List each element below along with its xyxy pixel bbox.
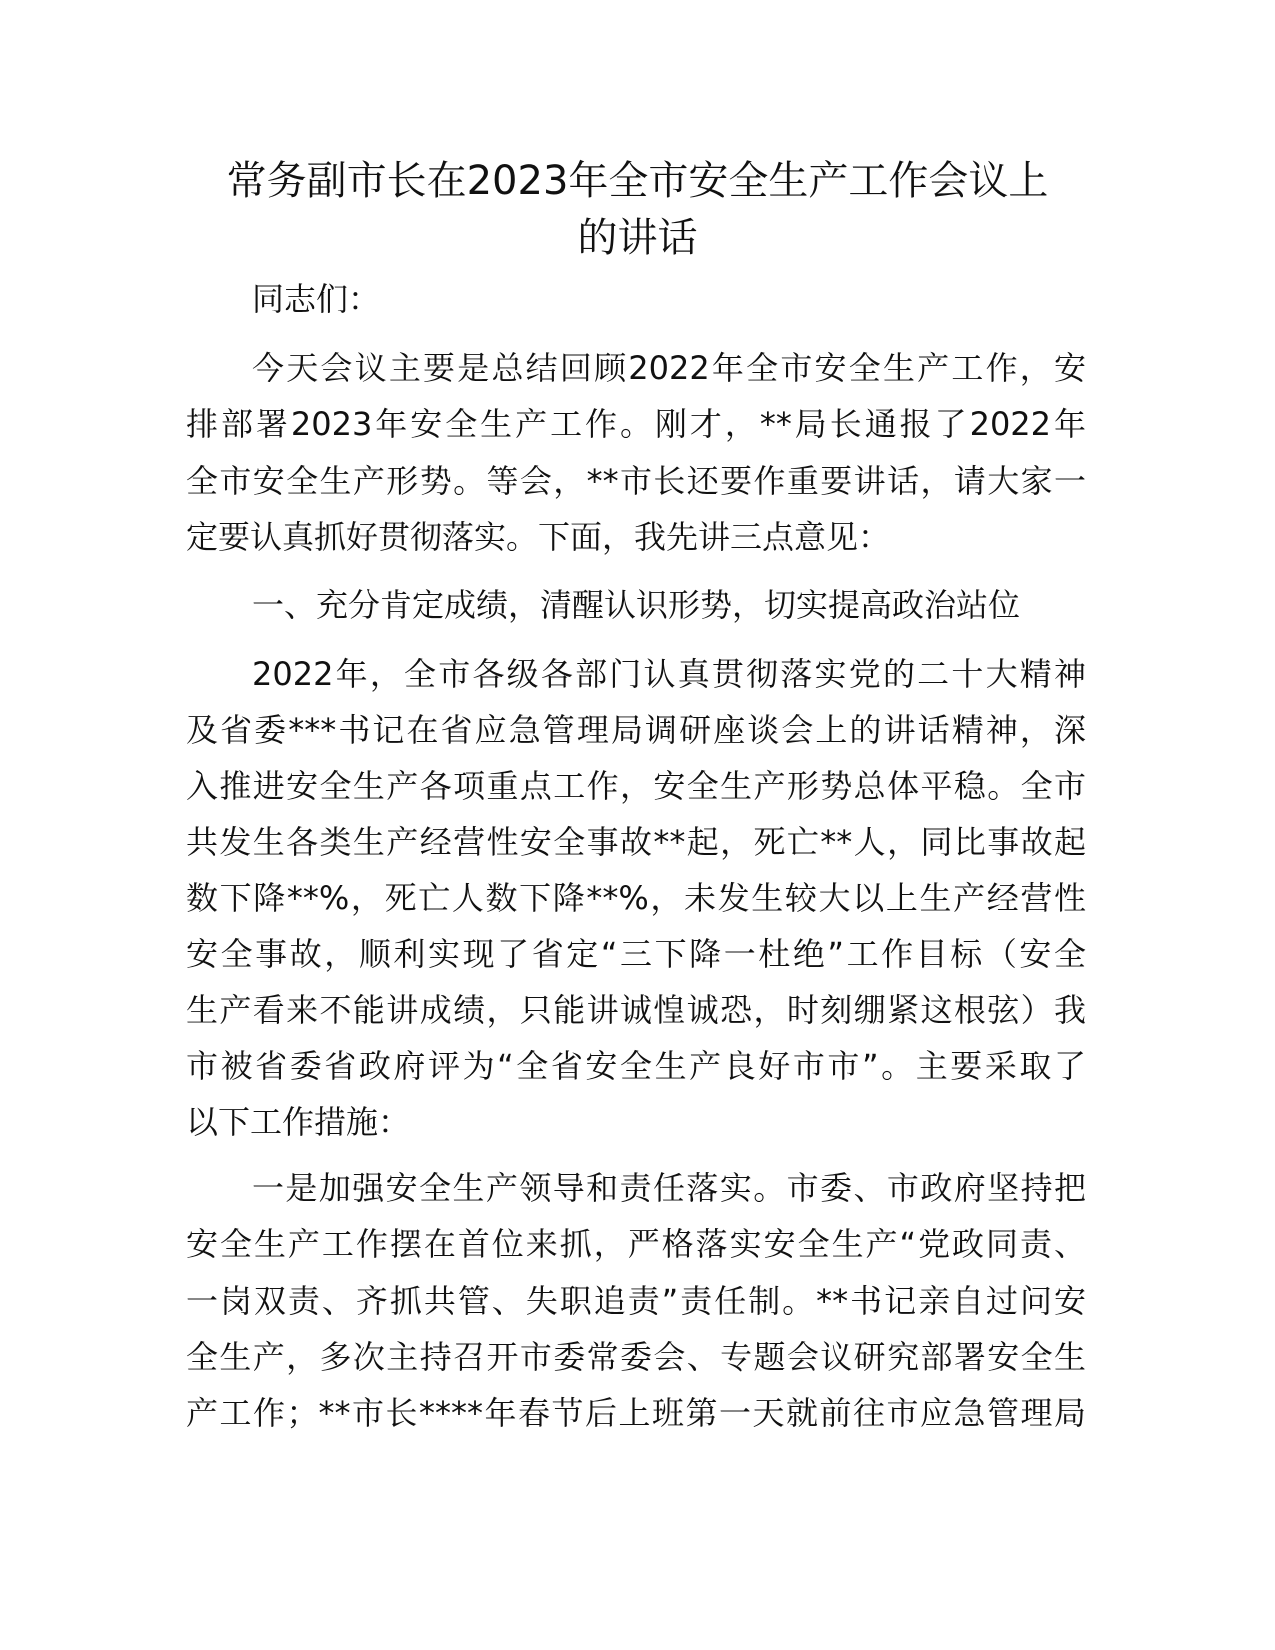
paragraph-line: 数下降**%，死亡人数下降**%，未发生较大以上生产经营性 (186, 879, 1086, 917)
paragraph-line: 入推进安全生产各项重点工作，安全生产形势总体平稳。全市 (186, 767, 1086, 805)
paragraph-line: 生产看来不能讲成绩，只能讲诚惶诚恐，时刻绷紧这根弦）我 (186, 991, 1086, 1029)
document-title-line-1: 常务副市长在2023年全市安全生产工作会议上 (226, 158, 1049, 204)
paragraph-line: 一是加强安全生产领导和责任落实。市委、市政府坚持把 (252, 1169, 1086, 1207)
document-title-line-2: 的讲话 (577, 215, 698, 261)
paragraph-line: 以下工作措施： (186, 1103, 411, 1141)
paragraph-line: 今天会议主要是总结回顾2022年全市安全生产工作，安 (252, 349, 1086, 387)
paragraph-line: 产工作；**市长****年春节后上班第一天就前往市应急管理局 (186, 1394, 1086, 1432)
paragraph-line: 共发生各类生产经营性安全事故**起，死亡**人，同比事故起 (186, 823, 1086, 861)
paragraph-line: 排部署2023年安全生产工作。刚才，**局长通报了2022年 (186, 405, 1086, 443)
paragraph-line: 2022年，全市各级各部门认真贯彻落实党的二十大精神 (252, 655, 1086, 693)
paragraph-line: 全生产，多次主持召开市委常委会、专题会议研究部署安全生 (186, 1338, 1086, 1376)
paragraph-line: 定要认真抓好贯彻落实。下面，我先讲三点意见： (186, 518, 891, 556)
paragraph-line: 安全生产工作摆在首位来抓，严格落实安全生产“党政同责、 (186, 1225, 1086, 1263)
section-heading: 一、充分肯定成绩，清醒认识形势，切实提高政治站位 (252, 586, 1021, 624)
paragraph-line: 及省委***书记在省应急管理局调研座谈会上的讲话精神，深 (186, 711, 1086, 749)
paragraph-line: 安全事故，顺利实现了省定“三下降一杜绝”工作目标（安全 (186, 935, 1086, 973)
paragraph-line: 全市安全生产形势。等会，**市长还要作重要讲话，请大家一 (186, 462, 1086, 500)
salutation: 同志们： (252, 280, 381, 318)
paragraph-line: 市被省委省政府评为“全省安全生产良好市市”。主要采取了 (186, 1047, 1086, 1085)
paragraph-line: 一岗双责、齐抓共管、失职追责”责任制。**书记亲自过问安 (186, 1282, 1086, 1320)
